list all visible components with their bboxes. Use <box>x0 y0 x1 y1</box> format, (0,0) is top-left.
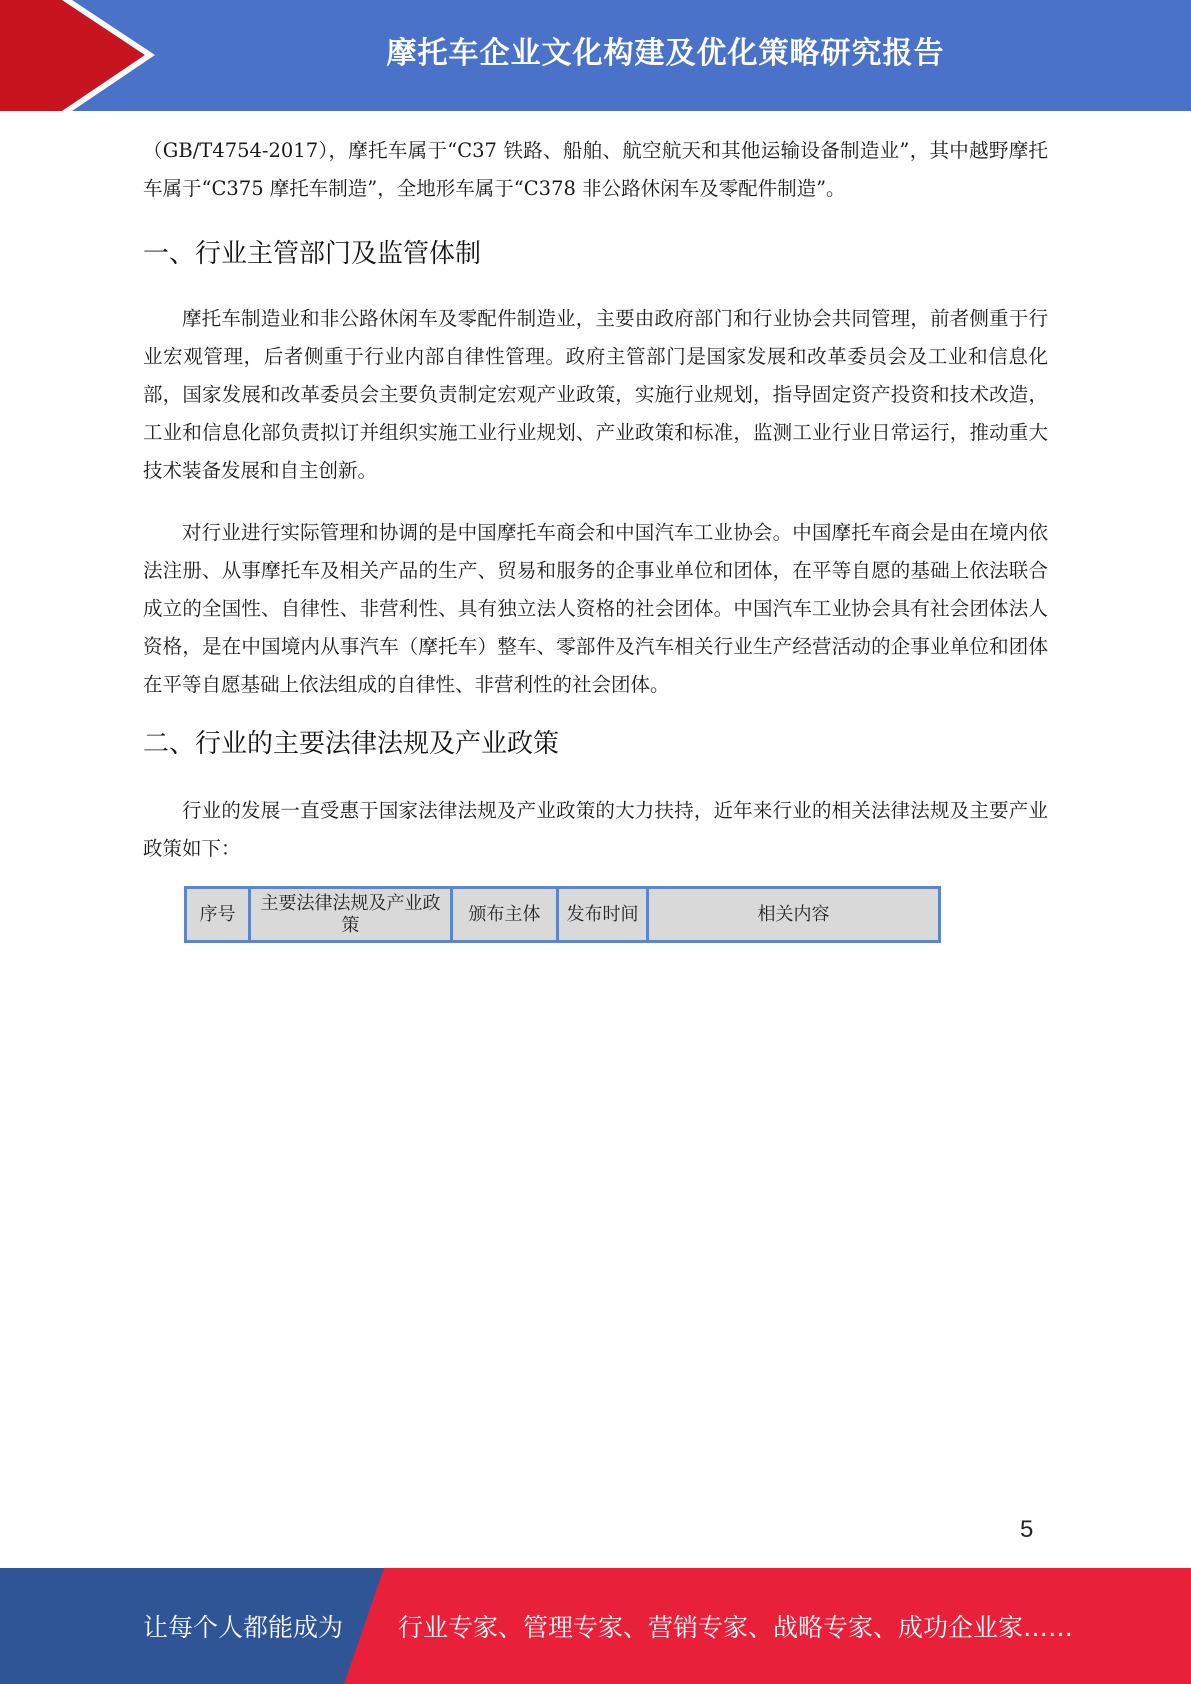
report-title: 摩托车企业文化构建及优化策略研究报告 <box>386 36 945 71</box>
col-header-index: 序号 <box>186 888 250 942</box>
section1-paragraph-2: 对行业进行实际管理和协调的是中国摩托车商会和中国汽车工业协会。中国摩托车商会是由在境内依法注册、从事摩托车及相关产品的生产、贸易和服务的企事业单位和团体，在平等自愿的基础上依法联合成立的全国性、自律性、非营利性、具有独立法人资格的社会团体。中国汽车工业协会具有社会团体法人资格，是在中国境内从事汽车（摩托车）整车、零部件及汽车相关行业生产经营活动的企事业单位和团体在平等自愿基础上依法组成的自律性、非营利性的社会团体。 <box>143 521 1048 696</box>
col-header-content: 相关内容 <box>648 888 940 942</box>
col-header-law: 主要法律法规及产业政策 <box>250 888 452 942</box>
col-header-date: 发布时间 <box>558 888 648 942</box>
col-header-issuer: 颁布主体 <box>452 888 558 942</box>
intro-paragraph: （GB/T4754-2017），摩托车属于“C37 铁路、船舶、航空航天和其他运输设备制造业”，其中越野摩托车属于“C375 摩托车制造”，全地形车属于“C378 非公路休闲车及零配件制造”。 <box>143 139 1048 200</box>
section2-paragraph-1: 行业的发展一直受惠于国家法律法规及产业政策的大力扶持，近年来行业的相关法律法规及主要产业政策如下： <box>143 799 1048 860</box>
policy-table <box>184 886 941 943</box>
section1-heading: 一、行业主管部门及监管体制 <box>143 239 482 269</box>
document-body <box>143 132 1048 868</box>
table-header-row <box>186 888 940 942</box>
page-header <box>0 0 1191 111</box>
page-footer <box>0 1568 1191 1684</box>
section2-heading: 二、行业的主要法律法规及产业政策 <box>143 729 560 759</box>
section1-paragraph-1: 摩托车制造业和非公路休闲车及零配件制造业，主要由政府部门和行业协会共同管理，前者侧重于行业宏观管理，后者侧重于行业内部自律性管理。政府主管部门是国家发展和改革委员会及工业和信息化部，国家发展和改革委员会主要负责制定宏观产业政策，实施行业规划，指导固定资产投资和技术改造，工业和信息化部负责拟订并组织实施工业行业规划、产业政策和标准，监测工业行业日常运行，推动重大技术装备发展和自主创新。 <box>143 307 1048 482</box>
footer-slogan-left: 让每个人都能成为 <box>143 1613 344 1642</box>
footer-slogan-right: 行业专家、管理专家、营销专家、战略专家、成功企业家…… <box>398 1613 1074 1642</box>
page-number: 5 <box>1020 1516 1034 1543</box>
